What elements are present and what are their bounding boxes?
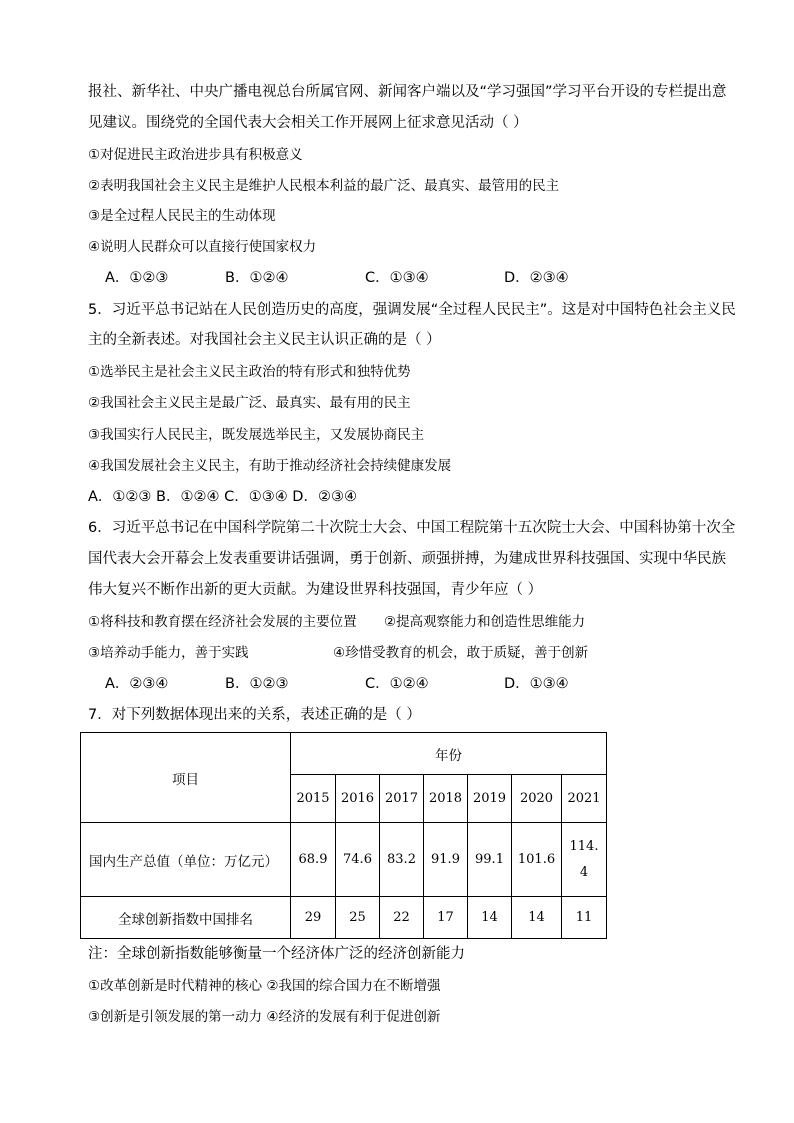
q5-statement-2: ②我国社会主义民主是最广泛、最真实、最有用的民主 xyxy=(88,395,411,411)
q6-stem-line3: 伟大复兴不断作出新的更大贡献。为建设世界科技强国，青少年应（ ） xyxy=(88,582,543,598)
q6-statement-3: ③培养动手能力，善于实践 xyxy=(88,645,249,661)
gdp-cell-2021 xyxy=(562,823,607,897)
rank-cell: 22 xyxy=(380,897,424,939)
year-cell: 2020 xyxy=(512,775,562,823)
q5-statement-1: ①选举民主是社会主义民主政治的特有形式和独特优势 xyxy=(88,364,411,380)
q6-statement-2: ②提高观察能力和创造性思维能力 xyxy=(384,614,586,630)
year-cell: 2016 xyxy=(336,775,380,823)
q6-option-a[interactable]: A．②③④ xyxy=(105,676,169,692)
gdp-cell: 74.6 xyxy=(336,823,380,897)
gdp-cell: 91.9 xyxy=(424,823,468,897)
year-cell: 2018 xyxy=(424,775,468,823)
rank-cell: 17 xyxy=(424,897,468,939)
q7-note: 注：全球创新指数能够衡量一个经济体广泛的经济创新能力 xyxy=(88,946,465,962)
q4-statement-2: ②表明我国社会主义民主是维护人民根本利益的最广泛、最真实、最管用的民主 xyxy=(88,178,560,194)
gdp-2021-part2: 4 xyxy=(579,864,589,880)
rank-cell: 14 xyxy=(512,897,562,939)
q4-stem-line2: 见建议。围绕党的全国代表大会相关工作开展网上征求意见活动（ ） xyxy=(88,115,528,131)
gdp-2021-part1: 114. xyxy=(569,838,599,854)
q4-option-d[interactable]: D．②③④ xyxy=(504,270,569,286)
gdp-cell: 83.2 xyxy=(380,823,424,897)
rank-cell: 29 xyxy=(291,897,336,939)
q5-stem-line2: 主的全新表述。对我国社会主义民主认识正确的是（ ） xyxy=(88,332,441,348)
q4-option-a[interactable]: A．①②③ xyxy=(105,270,169,286)
q6-option-c[interactable]: C．①②④ xyxy=(365,676,429,692)
q4-option-c[interactable]: C．①③④ xyxy=(365,270,429,286)
table-row xyxy=(81,897,607,939)
gdp-cell: 99.1 xyxy=(468,823,512,897)
gdp-cell: 101.6 xyxy=(512,823,562,897)
year-cell: 2021 xyxy=(562,775,607,823)
q5-statement-4: ④我国发展社会主义民主，有助于推动经济社会持续健康发展 xyxy=(88,458,452,474)
q6-stem-line2: 国代表大会开幕会上发表重要讲话强调，勇于创新、顽强拼搏，为建成世界科技强国、实现中华民族 xyxy=(88,551,726,567)
q6-option-d[interactable]: D．①③④ xyxy=(504,676,569,692)
table-header-item: 项目 xyxy=(81,733,291,823)
year-cell: 2017 xyxy=(380,775,424,823)
q7-statements-1-2: ①改革创新是时代精神的核心 ②我国的综合国力在不断增强 xyxy=(88,978,441,994)
q4-statement-4: ④说明人民群众可以直接行使国家权力 xyxy=(88,239,317,255)
table-header-year: 年份 xyxy=(291,733,607,775)
q6-stem-line1: 6．习近平总书记在中国科学院第二十次院士大会、中国工程院第十五次院士大会、中国科协第十次全 xyxy=(88,520,736,536)
rank-cell: 11 xyxy=(562,897,607,939)
rank-cell: 25 xyxy=(336,897,380,939)
q4-statement-1: ①对促进民主政治进步具有积极意义 xyxy=(88,147,303,163)
gdp-label: 国内生产总值（单位：万亿元） xyxy=(81,823,291,897)
data-table xyxy=(80,732,607,939)
gdp-cell: 68.9 xyxy=(291,823,336,897)
rank-label: 全球创新指数中国排名 xyxy=(81,897,291,939)
q4-option-b[interactable]: B．①②④ xyxy=(225,270,289,286)
year-cell: 2015 xyxy=(291,775,336,823)
q7-statements-3-4: ③创新是引领发展的第一动力 ④经济的发展有利于促进创新 xyxy=(88,1009,441,1025)
q6-statement-1: ①将科技和教育摆在经济社会发展的主要位置 xyxy=(88,614,357,630)
q5-options[interactable]: A．①②③ B．①②④ C．①③④ D．②③④ xyxy=(88,489,357,505)
q7-stem: 7．对下列数据体现出来的关系，表述正确的是（ ） xyxy=(88,707,421,723)
q5-stem-line1: 5．习近平总书记站在人民创造历史的高度，强调发展“全过程人民民主”。这是对中国特色社会主义民 xyxy=(88,302,736,318)
q6-option-b[interactable]: B．①②③ xyxy=(225,676,289,692)
q4-statement-3: ③是全过程人民民主的生动体现 xyxy=(88,208,276,224)
table-row xyxy=(81,823,607,897)
rank-cell: 14 xyxy=(468,897,512,939)
year-cell: 2019 xyxy=(468,775,512,823)
q6-statement-4: ④珍惜受教育的机会，敢于质疑，善于创新 xyxy=(333,645,589,661)
q5-statement-3: ③我国实行人民民主，既发展选举民主，又发展协商民主 xyxy=(88,427,425,443)
q4-stem-line1: 报社、新华社、中央广播电视总台所属官网、新闻客户端以及“学习强国”学习平台开设的专栏提出意 xyxy=(88,84,727,100)
